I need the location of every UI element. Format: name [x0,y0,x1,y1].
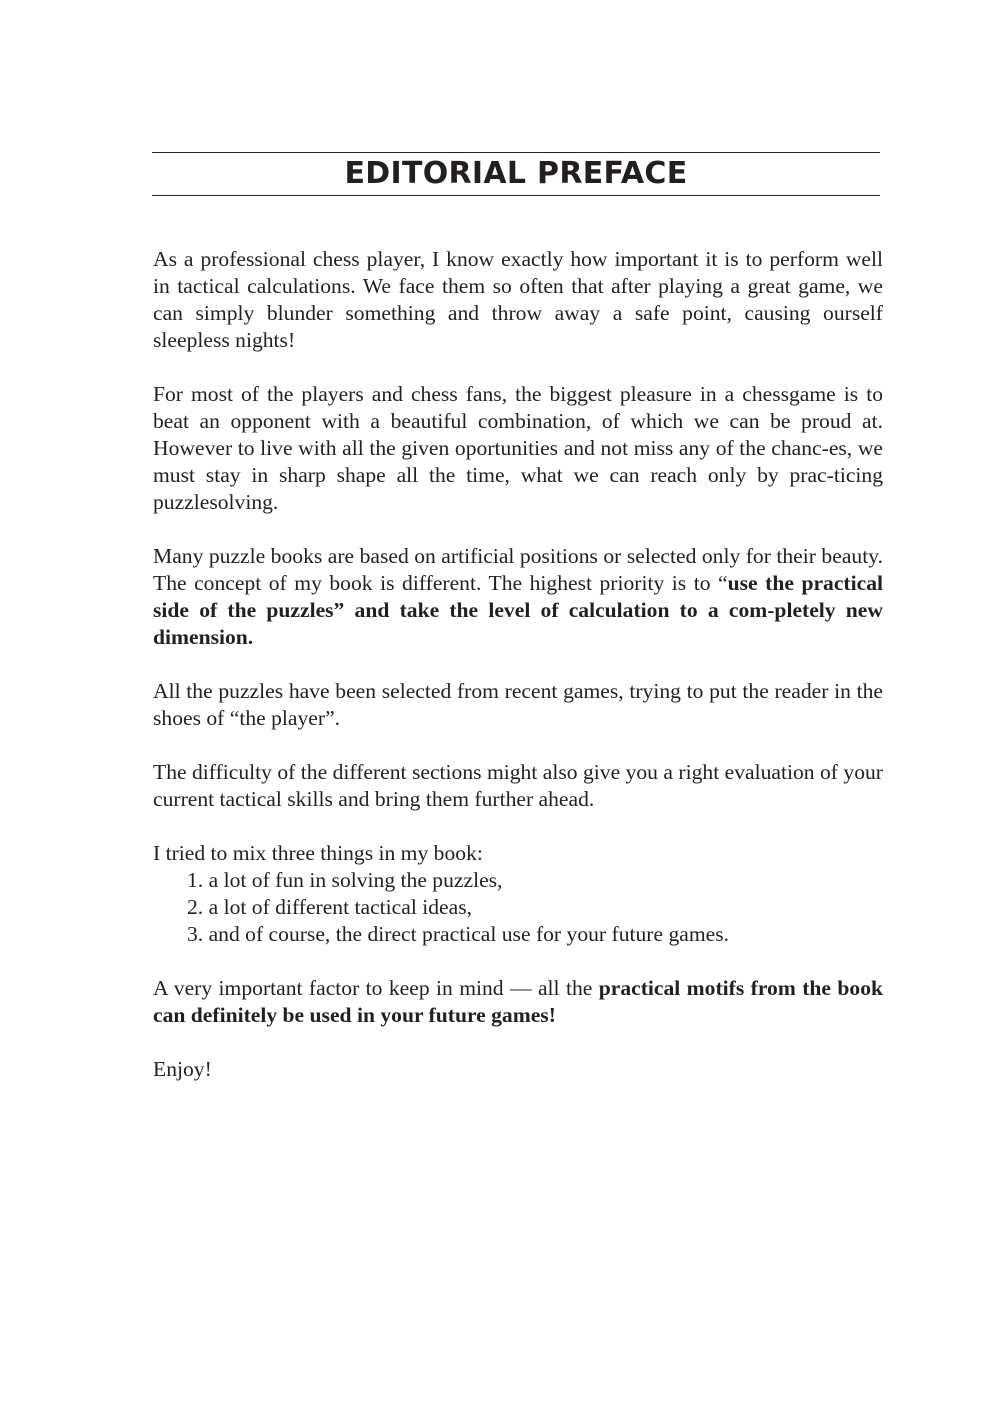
page-title: EDITORIAL PREFACE [344,156,688,191]
closing-line: Enjoy! [153,1057,212,1081]
paragraph-3-text: Many puzzle books are based on artificial positions or selected only for their beauty. The concept of my book is different. The highest priority is to “ [153,544,883,595]
paragraph-3 [153,543,883,651]
preface-body [153,246,883,1110]
paragraph-4: All the puzzles have been selected from recent games, trying to put the reader in the shoes of “the player”. [153,679,883,730]
list-intro: I tried to mix three things in my book: [153,841,483,865]
preface-heading [152,152,880,196]
heading-bottom-rule [152,195,880,196]
paragraph-5: The difficulty of the different sections might also give you a right evaluation of your current tactical skills and bring them further ahead. [153,760,883,811]
paragraph-7-text: A very important factor to keep in mind — all the [153,976,599,1000]
numbered-list [153,867,883,948]
paragraph-7 [153,975,883,1029]
paragraph-3-bold-text: use the practical side of the puzzles” and take the level of calculation to a com-pletely new dimension. [153,571,883,649]
paragraph-2: For most of the players and chess fans, the biggest pleasure in a chessgame is to beat an opponent with a beautiful combination, of which we can be proud at. However to live with all the given oportunities and not miss any of the chanc-es, we must stay in sharp shape all the time, what we can reach only by prac-ticing puzzlesolving. [153,382,883,514]
list-item: 2. a lot of different tactical ideas, [187,895,472,919]
list-item: 1. a lot of fun in solving the puzzles, [187,868,503,892]
paragraph-1: As a professional chess player, I know exactly how important it is to perform well in tactical calculations. We face them so often that after playing a great game, we can simply blunder something and throw away a safe point, causing ourself sleepless nights! [153,247,883,352]
paragraph-7-bold-text: practical motifs from the book can definitely be used in your future games! [153,976,883,1027]
list-item: 3. and of course, the direct practical use for your future games. [187,922,730,946]
